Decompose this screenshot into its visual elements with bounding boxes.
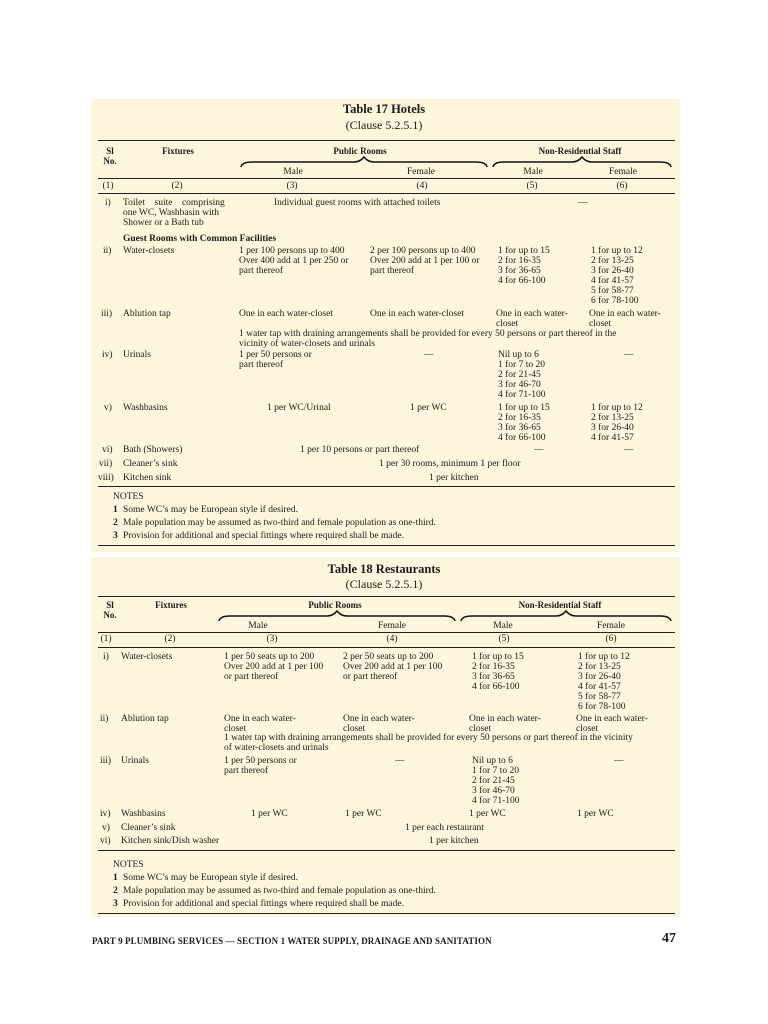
table-18-top-rule (98, 596, 675, 597)
cell-male: One in each water-closet (239, 309, 333, 319)
col-num-3: (3) (286, 181, 298, 191)
col-num-3: (3) (266, 634, 278, 644)
note-text: Provision for additional and special fittings where required shall be made. (123, 531, 404, 541)
cell-male: 1 per 50 seats up to 200 Over 200 add at 1 per 100 or part thereof (224, 652, 324, 682)
col-num-2: (2) (164, 634, 176, 644)
col-num-5: (5) (498, 634, 510, 644)
cell-female: — (424, 350, 434, 360)
cell-staff-female: — (624, 445, 634, 455)
male-header: Male (248, 621, 268, 631)
non-residential-staff-header: Non-Residential Staff (518, 600, 602, 610)
cell-male: 1 per WC (251, 809, 288, 819)
cell-staff-female: 1 for up to 12 2 for 13-25 3 for 26-40 4 for 41-57 5 for 58-77 6 for 78-100 (591, 246, 643, 306)
note-text: Male population may be assumed as two-third and female population as one-third. (123, 518, 436, 528)
sl-no-header: Sl No. (103, 146, 117, 166)
fixture-name: Water-closets (123, 246, 175, 256)
notes-heading: NOTES (113, 860, 144, 870)
cell-value: 1 per kitchen (429, 836, 479, 846)
note-text: Some WC’s may be European style if desired. (123, 873, 299, 883)
row-number: iv) (100, 809, 111, 819)
fixture-name: Bath (Showers) (123, 445, 183, 455)
cell-male: One in each water- closet (224, 714, 296, 734)
fixture-name: Water-closets (121, 652, 173, 662)
staff-female-header: Female (597, 621, 625, 631)
notes-rule (98, 850, 675, 851)
row-number: vii) (99, 459, 113, 469)
note-number: 1 (113, 505, 118, 515)
cell-staff-female: — (624, 350, 634, 360)
row-number: v) (102, 823, 110, 833)
fixture-name: Kitchen sink/Dish washer (121, 836, 220, 846)
cell-male: 1 per 50 persons or part thereof (224, 756, 297, 776)
note-number: 2 (113, 886, 118, 896)
header-divider (98, 632, 675, 633)
notes-rule (98, 486, 675, 487)
col-num-1: (1) (102, 181, 114, 191)
note-number: 1 (113, 873, 118, 883)
row-number: ii) (100, 714, 109, 724)
col-num-4: (4) (386, 634, 398, 644)
page-number: 47 (662, 931, 676, 946)
non-residential-staff-header: Non-Residential Staff (538, 146, 622, 156)
col-num-6: (6) (605, 634, 617, 644)
page-footer: PART 9 PLUMBING SERVICES — SECTION 1 WATER SUPPLY, DRAINAGE AND SANITATION (92, 936, 492, 946)
table-17-clause: (Clause 5.2.5.1) (345, 118, 423, 132)
row-number: i) (105, 198, 111, 208)
cell-male: 1 per 100 persons up to 400 Over 400 add at 1 per 250 or part thereof (239, 246, 349, 276)
table-17-bottom-rule (98, 545, 675, 546)
fixture-name: Cleaner’s sink (121, 823, 176, 833)
fixtures-header: Fixtures (162, 146, 194, 156)
public-rooms-header: Public Rooms (333, 146, 387, 156)
cell-staff-male: 1 for up to 15 2 for 16-35 3 for 36-65 4 for 66-100 (498, 246, 550, 286)
col-num-4: (4) (416, 181, 428, 191)
fixture-name: Toilet suite comprising one WC, Washbasin with Shower or a Bath tub (123, 198, 225, 228)
cell-staff-female: 1 per WC (577, 809, 614, 819)
cell-female: 1 per WC (410, 403, 447, 413)
fixture-name: Washbasins (123, 403, 168, 413)
fixture-name: Ablution tap (123, 309, 171, 319)
fixture-name: Kitchen sink (123, 473, 172, 483)
cell-staff-male: One in each water- closet (469, 714, 541, 734)
note-number: 2 (113, 518, 118, 528)
fixture-name: Urinals (123, 350, 151, 360)
public-rooms-header: Public Rooms (308, 600, 362, 610)
row-number: iv) (102, 350, 113, 360)
fixture-name: Washbasins (121, 809, 166, 819)
staff-male-header: Male (523, 167, 543, 177)
cell-female: One in each water- closet (343, 714, 415, 734)
cell-staff-female: 1 for up to 12 2 for 13-25 3 for 26-40 4 for 41-57 (591, 403, 643, 443)
cell-male: 1 per 50 persons or part thereof (239, 350, 312, 370)
table-18-title: Table 18 Restaurants (327, 562, 441, 576)
cell-female: 2 per 100 persons up to 400 Over 200 add at 1 per 100 or part thereof (370, 246, 480, 276)
subsection-heading: Guest Rooms with Common Facilities (123, 234, 277, 244)
female-header: Female (407, 167, 435, 177)
row-number: vi) (102, 445, 113, 455)
note-number: 3 (113, 531, 118, 541)
cell-staff-male: One in each water- closet (496, 309, 568, 329)
cell-value: 1 per each restaurant (405, 823, 484, 833)
cell-staff-male: 1 for up to 15 2 for 16-35 3 for 36-65 4 for 66-100 (498, 403, 550, 443)
note-text: Provision for additional and special fittings where required shall be made. (123, 899, 404, 909)
row-note: 1 water tap with draining arrangements shall be provided for every 50 persons or part thereof in the vicinity of water-closets and urinals (224, 733, 633, 753)
header-divider (98, 178, 675, 179)
cell-public-rooms: Individual guest rooms with attached toilets (274, 198, 441, 208)
cell-value: 1 per 30 rooms, minimum 1 per floor (379, 459, 521, 469)
cell-staff-male: 1 for up to 15 2 for 16-35 3 for 36-65 4 for 66-100 (472, 652, 524, 692)
table-18-clause: (Clause 5.2.5.1) (345, 577, 423, 591)
cell-male: 1 per WC/Urinal (267, 403, 331, 413)
cell-staff-female: — (614, 756, 624, 766)
cell-staff-female: One in each water- closet (576, 714, 648, 734)
fixtures-header: Fixtures (155, 600, 187, 610)
cell-female: One in each water-closet (370, 309, 464, 319)
header-bottom-rule (98, 193, 675, 194)
col-num-5: (5) (526, 181, 538, 191)
note-number: 3 (113, 899, 118, 909)
fixture-name: Ablution tap (121, 714, 169, 724)
cell-value: 1 per kitchen (429, 473, 479, 483)
note-text: Male population may be assumed as two-third and female population as one-third. (123, 886, 436, 896)
staff-male-header: Male (493, 621, 513, 631)
cell-staff-male: Nil up to 6 1 for 7 to 20 2 for 21-45 3 for 46-70 4 for 71-100 (472, 756, 520, 806)
col-num-2: (2) (171, 181, 183, 191)
header-bottom-rule (98, 647, 675, 648)
cell-female: 1 per WC (345, 809, 382, 819)
female-header: Female (378, 621, 406, 631)
fixture-name: Cleaner’s sink (123, 459, 178, 469)
row-number: vi) (100, 836, 111, 846)
col-num-6: (6) (616, 181, 628, 191)
cell-staff-female: 1 for up to 12 2 for 13-25 3 for 26-40 4 for 41-57 5 for 58-77 6 for 78-100 (578, 652, 630, 712)
row-number: iii) (100, 756, 112, 766)
cell-staff: — (578, 198, 588, 208)
staff-female-header: Female (609, 167, 637, 177)
table-17-title: Table 17 Hotels (342, 102, 426, 116)
cell-public-rooms: 1 per 10 persons or part thereof (300, 445, 420, 455)
row-note: 1 water tap with draining arrangements shall be provided for every 50 persons or part thereof in the vicinity of water-closets and urinals (239, 329, 617, 349)
cell-staff-male: Nil up to 6 1 for 7 to 20 2 for 21-45 3 for 46-70 4 for 71-100 (498, 350, 546, 400)
row-number: viii) (98, 473, 114, 483)
male-header: Male (283, 167, 303, 177)
table-17-top-rule (98, 140, 675, 141)
table-18-bottom-rule (98, 913, 675, 914)
cell-staff-male: — (534, 445, 544, 455)
cell-staff-male: 1 per WC (469, 809, 506, 819)
cell-female: 2 per 50 seats up to 200 Over 200 add at 1 per 100 or part thereof (343, 652, 443, 682)
row-number: v) (104, 403, 112, 413)
row-number: iii) (101, 309, 113, 319)
note-text: Some WC’s may be European style if desired. (123, 505, 299, 515)
fixture-name: Urinals (121, 756, 149, 766)
col-num-1: (1) (100, 634, 112, 644)
cell-staff-female: One in each water- closet (589, 309, 661, 329)
cell-female: — (395, 756, 405, 766)
sl-no-header: Sl No. (103, 600, 117, 620)
row-number: i) (103, 652, 109, 662)
row-number: ii) (103, 246, 112, 256)
notes-heading: NOTES (113, 492, 144, 502)
